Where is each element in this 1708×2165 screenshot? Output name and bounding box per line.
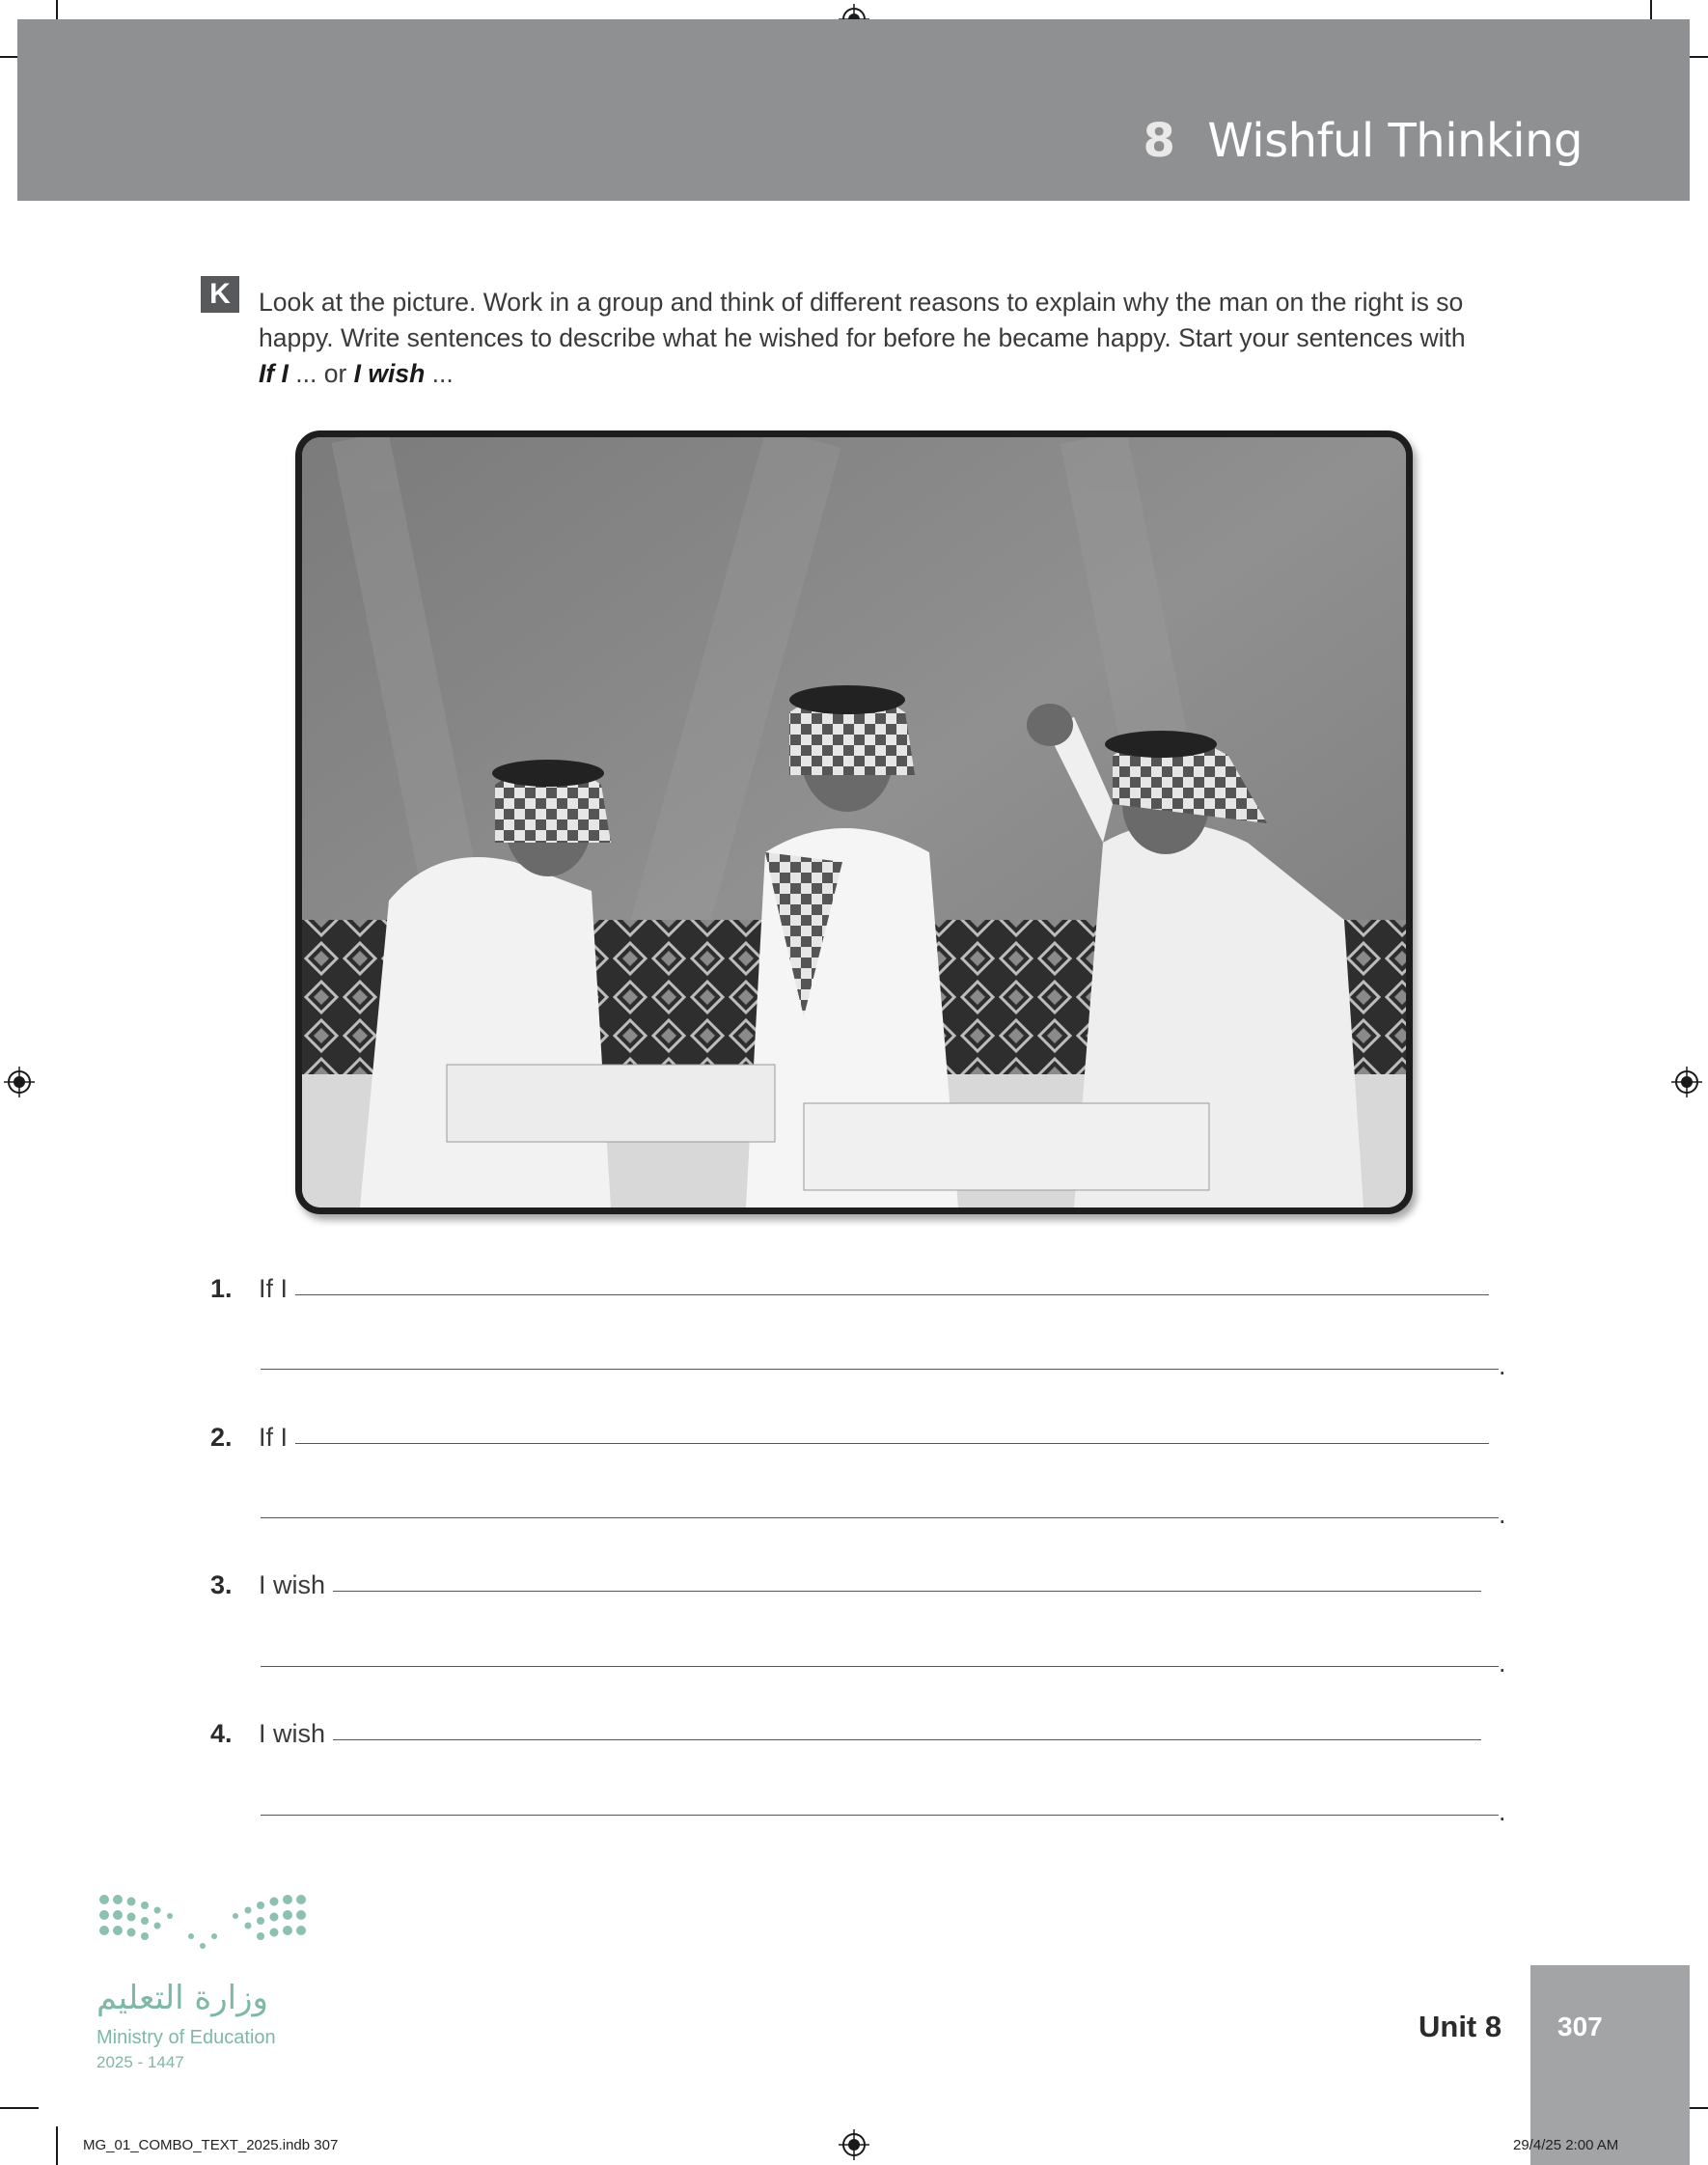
crop-mark: [0, 2107, 39, 2109]
exercise-number: 3.: [210, 1570, 233, 1599]
answer-end-mark: .: [1499, 1649, 1506, 1678]
instructions-text: ...: [425, 359, 454, 388]
page-title: [1143, 114, 1583, 168]
page-number: 307: [1557, 2012, 1603, 2041]
instructions-text: ... or: [288, 359, 354, 388]
registration-mark-icon: [4, 1067, 35, 1097]
ministry-logo-english: Ministry of Education: [96, 2027, 276, 2048]
activity-instructions: [259, 285, 1484, 392]
exercise-prompt: [259, 1274, 1489, 1304]
print-slug-file: MG_01_COMBO_TEXT_2025.indb 307: [83, 2137, 339, 2153]
exercise-prompt: [259, 1719, 1481, 1749]
prompt-text: I wish: [259, 1570, 326, 1599]
instructions-text: Look at the picture. Work in a group and think of different reasons to explain why the man on the right is so happy. Write sentences to describe what he wished for before he became happy. Start your sentences with: [259, 288, 1466, 352]
answer-blank[interactable]: [333, 1591, 1481, 1592]
answer-line[interactable]: [261, 1517, 1499, 1518]
answer-line[interactable]: [261, 1666, 1499, 1667]
answer-line[interactable]: [261, 1369, 1499, 1370]
prompt-text: I wish: [259, 1719, 326, 1748]
registration-mark-icon: [1671, 1067, 1702, 1097]
prompt-text: If I: [259, 1274, 289, 1303]
exercise-prompt: [259, 1423, 1489, 1453]
answer-blank[interactable]: [295, 1443, 1489, 1444]
header-band: [17, 19, 1690, 201]
exercise-number: 4.: [210, 1719, 233, 1748]
activity-badge: K: [201, 276, 239, 313]
unit-title: Wishful Thinking: [1207, 114, 1583, 168]
exercise-prompt: [259, 1570, 1481, 1600]
page-number-tab: [1530, 1965, 1690, 2165]
answer-end-mark: .: [1499, 1500, 1506, 1529]
print-slug-date: 29/4/25 2:00 AM: [1513, 2137, 1619, 2153]
ministry-logo-arabic: وزارة التعليم: [96, 1979, 268, 2017]
starter-if-i: If I: [259, 359, 289, 388]
exercise-number: 1.: [210, 1274, 233, 1303]
answer-end-mark: .: [1499, 1351, 1506, 1380]
prompt-text: If I: [259, 1423, 289, 1452]
answer-blank[interactable]: [295, 1294, 1489, 1295]
answer-blank[interactable]: [333, 1739, 1481, 1740]
activity-photo: [295, 430, 1413, 1214]
unit-number: 8: [1143, 114, 1175, 168]
crop-mark: [56, 2126, 58, 2165]
starter-i-wish: I wish: [353, 359, 426, 388]
ministry-logo-icon: [96, 1892, 309, 1959]
exercise-number: 2.: [210, 1423, 233, 1452]
registration-mark-icon: [839, 2129, 869, 2160]
ministry-logo-year: 2025 - 1447: [96, 2053, 184, 2071]
unit-label: Unit 8: [1419, 2010, 1502, 2043]
photo-illustration: [302, 437, 1406, 1207]
answer-end-mark: .: [1499, 1797, 1506, 1826]
answer-line[interactable]: [261, 1815, 1499, 1816]
